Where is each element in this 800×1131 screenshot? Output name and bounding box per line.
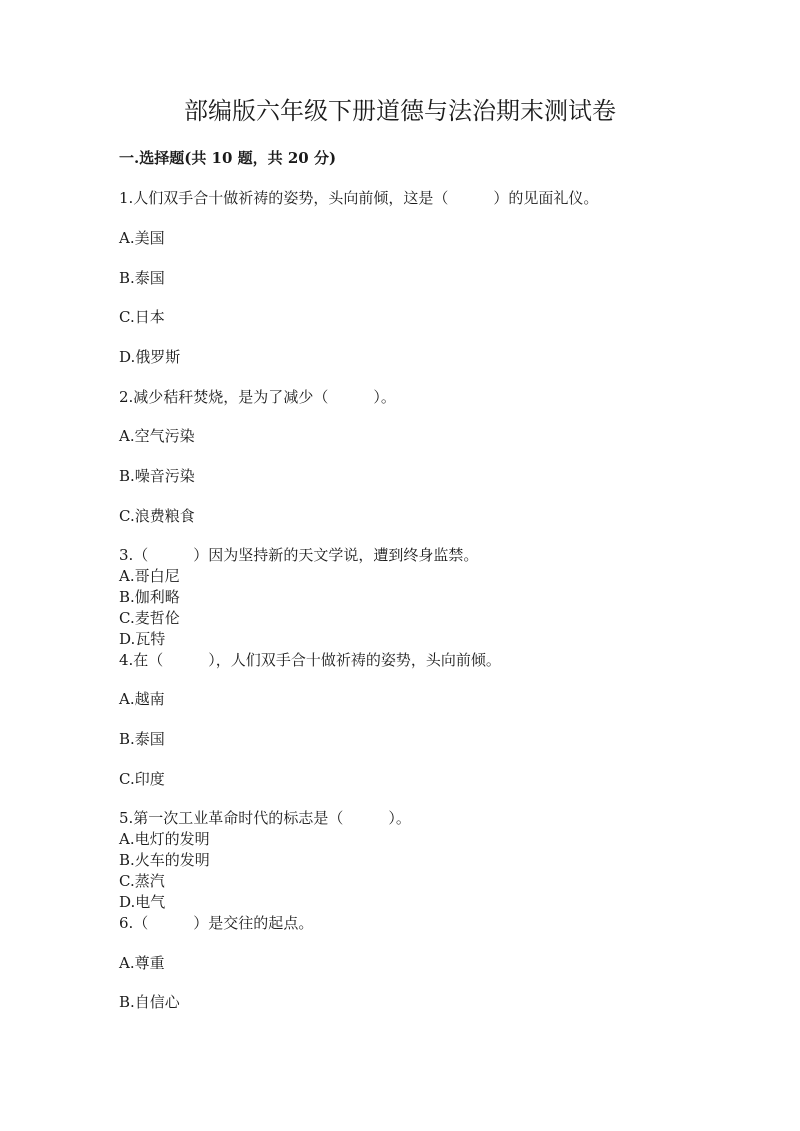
question-3-option-b: B.伽利略 <box>119 588 180 606</box>
question-6-option-a: A.尊重 <box>119 954 165 972</box>
question-1-option-b: B.泰国 <box>119 269 165 287</box>
section-heading: 一.选择题(共 10 题，共 20 分) <box>119 149 337 167</box>
document-title: 部编版六年级下册道德与法治期末测试卷 <box>184 97 616 125</box>
question-6-option-b: B.自信心 <box>119 993 180 1011</box>
question-3-stem: 3.（ ）因为坚持新的天文学说，遭到终身监禁。 <box>119 546 479 564</box>
question-5-stem: 5.第一次工业革命时代的标志是（ ）。 <box>119 809 411 827</box>
question-2-option-c: C.浪费粮食 <box>119 507 195 525</box>
question-4-option-a: A.越南 <box>119 690 165 708</box>
question-5-option-d: D.电气 <box>119 893 166 911</box>
question-5-option-c: C.蒸汽 <box>119 872 165 890</box>
question-6-stem: 6.（ ）是交往的起点。 <box>119 914 314 932</box>
question-1-option-d: D.俄罗斯 <box>119 348 181 366</box>
question-1-stem: 1.人们双手合十做祈祷的姿势，头向前倾，这是（ ）的见面礼仪。 <box>119 189 599 207</box>
question-3-option-c: C.麦哲伦 <box>119 609 180 627</box>
question-2-stem: 2.减少秸秆焚烧，是为了减少（ ）。 <box>119 388 396 406</box>
question-2-option-a: A.空气污染 <box>119 427 195 445</box>
question-3-option-d: D.瓦特 <box>119 630 166 648</box>
question-1-option-a: A.美国 <box>119 229 165 247</box>
question-1-option-c: C.日本 <box>119 308 165 326</box>
question-5-option-a: A.电灯的发明 <box>119 830 210 848</box>
question-3-option-a: A.哥白尼 <box>119 567 180 585</box>
question-5-option-b: B.火车的发明 <box>119 851 210 869</box>
question-2-option-b: B.噪音污染 <box>119 467 195 485</box>
question-4-stem: 4.在（ ），人们双手合十做祈祷的姿势，头向前倾。 <box>119 651 501 669</box>
question-4-option-b: B.泰国 <box>119 730 165 748</box>
question-4-option-c: C.印度 <box>119 770 165 788</box>
